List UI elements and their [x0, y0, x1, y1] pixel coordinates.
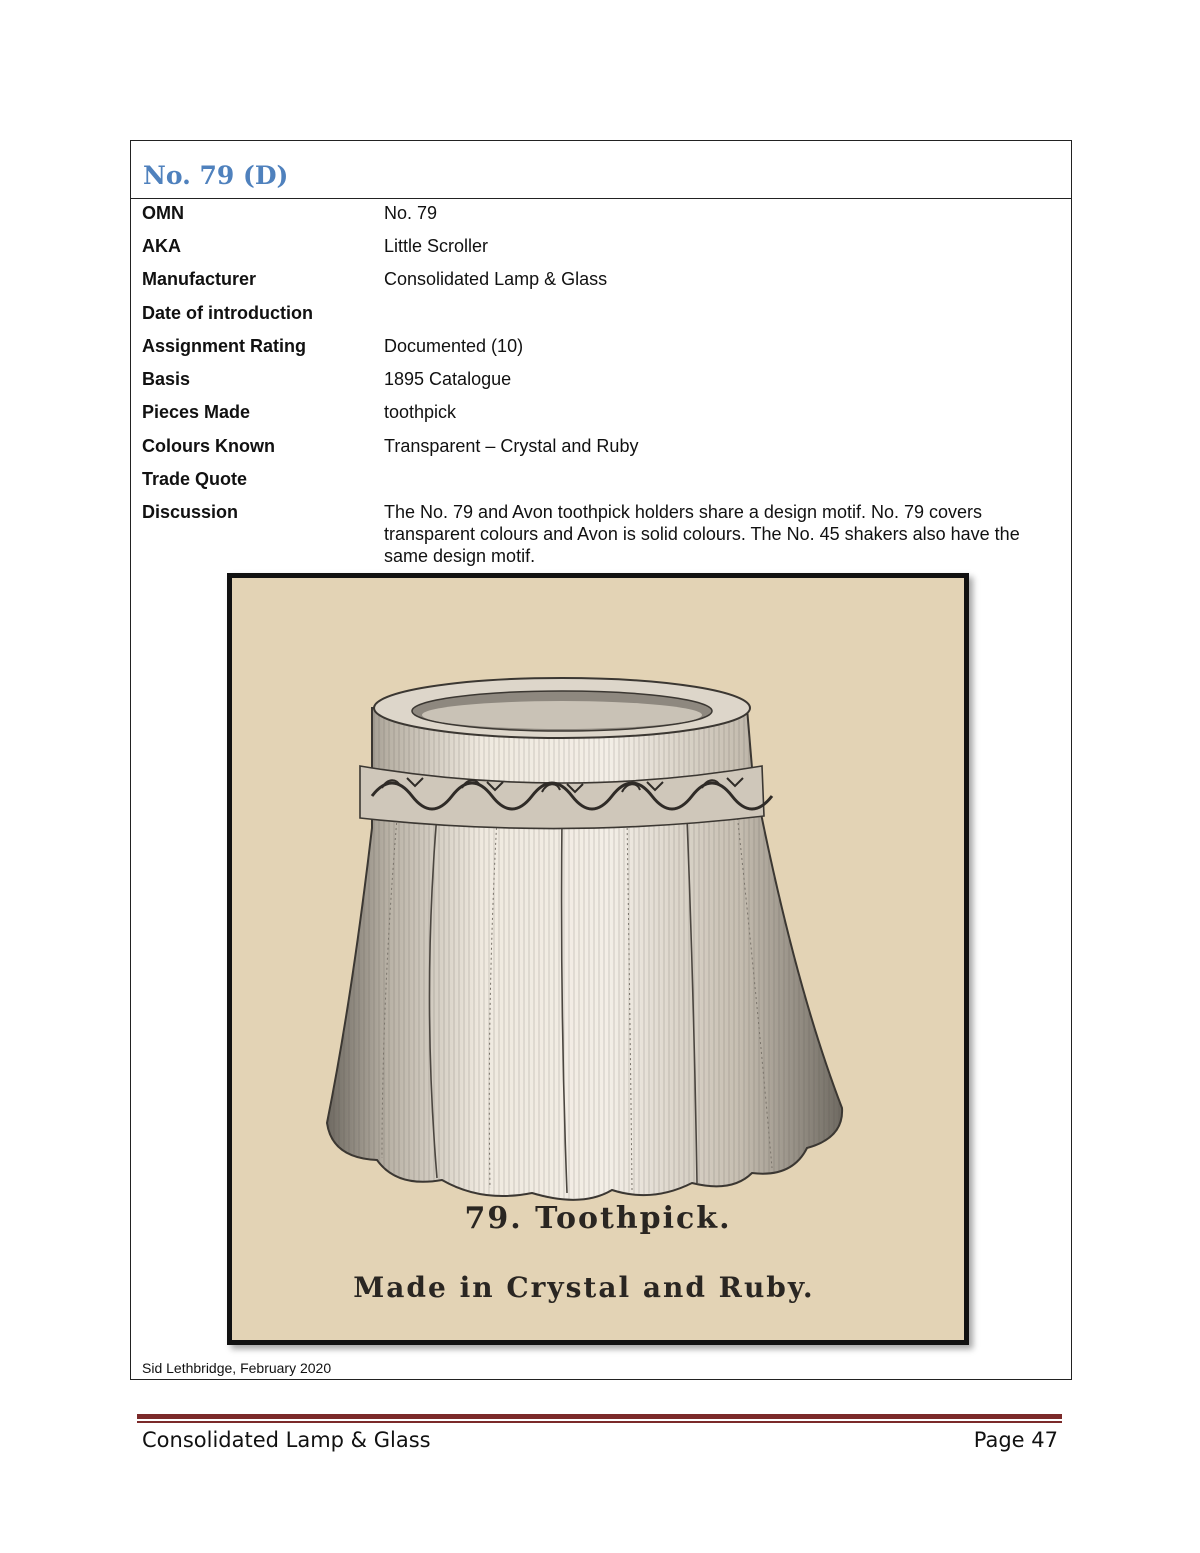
- footer-rule: [137, 1414, 1062, 1419]
- catalogue-image: [227, 573, 969, 1345]
- field-value: 1895 Catalogue: [384, 369, 512, 389]
- field-label: Colours Known: [142, 436, 275, 456]
- field-value: Documented (10): [384, 336, 524, 356]
- field-label: Date of introduction: [142, 303, 313, 323]
- field-value: toothpick: [384, 402, 457, 422]
- image-caption-subtitle: Made in Crystal and Ruby.: [353, 1271, 815, 1304]
- author-credit: Sid Lethbridge, February 2020: [142, 1360, 332, 1376]
- field-value: Transparent – Crystal and Ruby: [384, 436, 639, 456]
- field-label: Pieces Made: [142, 402, 251, 422]
- field-label: Discussion: [142, 502, 239, 522]
- field-label: AKA: [142, 236, 181, 256]
- title-divider: [131, 198, 1071, 199]
- footer-rule-thin: [137, 1421, 1062, 1423]
- field-value: No. 79: [384, 203, 438, 223]
- field-label: OMN: [142, 203, 184, 223]
- field-label: Basis: [142, 369, 191, 389]
- field-label: Manufacturer: [142, 269, 257, 289]
- field-value: Consolidated Lamp & Glass: [384, 269, 608, 289]
- image-caption-title: 79. Toothpick.: [464, 1201, 732, 1236]
- field-label: Trade Quote: [142, 469, 248, 489]
- field-value: Little Scroller: [384, 236, 489, 256]
- entry-title: No. 79 (D): [143, 161, 289, 190]
- footer-page-number: Page 47: [973, 1428, 1058, 1452]
- footer-document-title: Consolidated Lamp & Glass: [142, 1428, 431, 1452]
- field-label: Assignment Rating: [142, 336, 307, 356]
- discussion-text: The No. 79 and Avon toothpick holders share a design motif. No. 79 covers transparent colours and Avon is solid colours. The No. 45 shakers also have the same design motif.: [384, 502, 1020, 566]
- entry-frame: [130, 140, 1072, 1380]
